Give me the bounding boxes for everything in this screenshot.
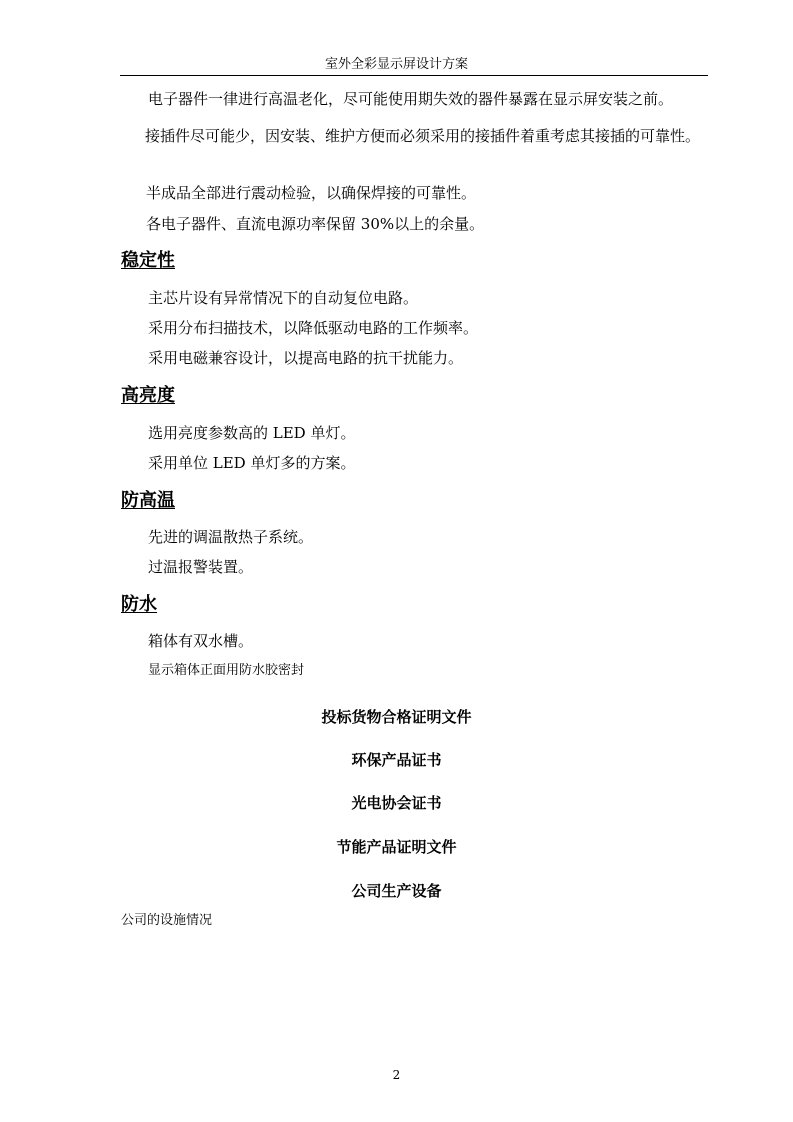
footer-note: 公司的设施情况 — [121, 913, 213, 928]
page-number: 2 — [392, 1068, 401, 1082]
intro-line-3: 半成品全部进行震动检验，以确保焊接的可靠性。 — [146, 184, 477, 202]
brightness-item-2: 采用单位 LED 单灯多的方案。 — [148, 454, 356, 472]
brightness-item-1: 选用亮度参数高的 LED 单灯。 — [148, 424, 356, 442]
title-eco-certificate: 环保产品证书 — [351, 751, 442, 769]
intro-line-2: 接插件尽可能少，因安装、维护方便而必须采用的接插件着重考虑其接插的可靠性。 — [145, 127, 701, 145]
stability-item-1: 主芯片设有异常情况下的自动复位电路。 — [148, 289, 419, 307]
title-production-equipment: 公司生产设备 — [351, 882, 442, 900]
header-rule — [120, 75, 708, 76]
heat-item-2: 过温报警装置。 — [148, 558, 254, 576]
title-energy-saving-docs: 节能产品证明文件 — [336, 838, 457, 856]
section-heading-heat: 防高温 — [121, 490, 175, 511]
waterproof-item-2: 显示箱体正面用防水胶密封 — [148, 663, 305, 678]
section-heading-brightness: 高亮度 — [121, 385, 175, 406]
title-optoelectronic-certificate: 光电协会证书 — [351, 794, 442, 812]
intro-line-1: 电子器件一律进行高温老化，尽可能使用期失效的器件暴露在显示屏安装之前。 — [148, 90, 674, 108]
stability-item-3: 采用电磁兼容设计，以提高电路的抗干扰能力。 — [148, 349, 464, 367]
heat-item-1: 先进的调温散热子系统。 — [148, 528, 314, 546]
page-header-title: 室外全彩显示屏设计方案 — [324, 57, 468, 72]
stability-item-2: 采用分布扫描技术，以降低驱动电路的工作频率。 — [148, 319, 479, 337]
waterproof-item-1: 箱体有双水槽。 — [148, 632, 254, 650]
title-certification-docs: 投标货物合格证明文件 — [321, 708, 472, 726]
section-heading-waterproof: 防水 — [121, 594, 157, 615]
intro-line-4: 各电子器件、直流电源功率保留 30%以上的余量。 — [146, 215, 485, 233]
section-heading-stability: 稳定性 — [121, 250, 175, 271]
